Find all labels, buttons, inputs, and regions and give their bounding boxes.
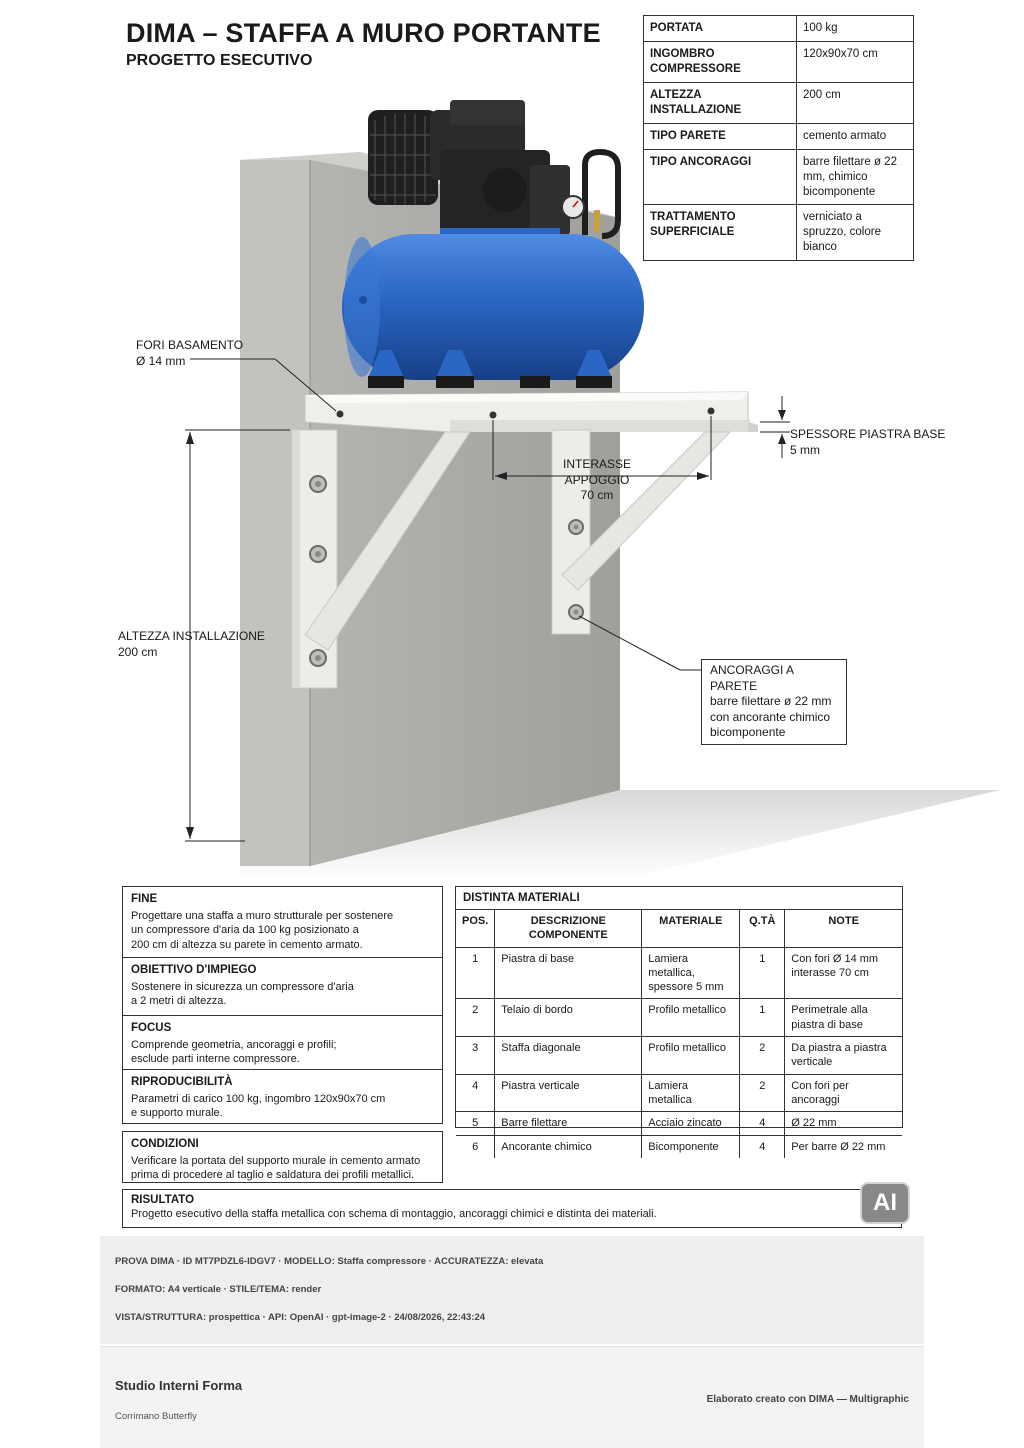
cell-pos: 4	[456, 1074, 495, 1112]
cell-qty: 2	[740, 1074, 785, 1112]
info-panel	[122, 886, 443, 1124]
cell-mat: Bicomponente	[642, 1135, 740, 1158]
installation-render	[0, 80, 1024, 890]
installation-drawing	[0, 80, 1024, 890]
cell-notes: Per barre Ø 22 mm	[785, 1135, 902, 1158]
spessore-title: SPESSORE PIASTRA BASE	[790, 427, 946, 441]
conditions-panel	[122, 1131, 443, 1183]
cell-notes: Perimetrale alla piastra di base	[785, 999, 902, 1037]
materials-title: DISTINTA MATERIALI	[456, 887, 902, 910]
document-title: DIMA – STAFFA A MURO PORTANTE	[126, 18, 601, 48]
col-notes: NOTE	[785, 910, 902, 947]
spec-label: TIPO ANCORAGGI	[644, 149, 797, 205]
col-desc: DESCRIZIONE COMPONENTE	[495, 910, 642, 947]
col-qty: Q.TÀ	[740, 910, 785, 947]
section-text: Sostenere in sicurezza un compressore d'aria a 2 metri di altezza.	[131, 980, 354, 1008]
ai-badge: AI	[862, 1184, 908, 1222]
footer-bottom	[100, 1346, 924, 1448]
cell-mat: Profilo metallico	[642, 1037, 740, 1075]
meta-line: VISTA/STRUTTURA: prospettica · API: OpenAI · gpt-image-2 · 24/08/2026, 22:43:24	[115, 1312, 486, 1323]
studio-name: Studio Interni Forma	[115, 1378, 243, 1393]
cell-desc: Ancorante chimico	[495, 1135, 642, 1158]
spessore-value: 5 mm	[790, 442, 820, 457]
cell-pos: 6	[456, 1135, 495, 1158]
cell-mat: Lamiera metallica, spessore 5 mm	[642, 947, 740, 999]
cell-desc: Telaio di bordo	[495, 999, 642, 1037]
spec-label: TRATTAMENTO SUPERFICIALE	[644, 205, 797, 261]
info-focus	[123, 1016, 442, 1070]
section-text: Progettare una staffa a muro strutturale per sostenere un compressore d'aria da 100 kg posizionato a 200 cm di altezza su parete in cemento armato.	[131, 909, 394, 951]
spec-value: 100 kg	[797, 16, 914, 42]
cell-desc: Piastra di base	[495, 947, 642, 999]
section-text: Verificare la portata del supporto murale in cemento armato prima di procedere al taglio e saldatura dei profili metallici.	[131, 1154, 421, 1182]
interasse-label	[534, 457, 660, 504]
section-title: FOCUS	[131, 1022, 172, 1034]
col-pos: POS.	[456, 910, 495, 947]
spec-label: INGOMBRO COMPRESSORE	[644, 41, 797, 82]
table-row	[456, 1037, 902, 1075]
studio-subtitle: Corrimano Butterfly	[115, 1411, 197, 1422]
spec-value: cemento armato	[797, 123, 914, 149]
fori-value: Ø 14 mm	[136, 353, 186, 368]
footer-meta	[100, 1236, 924, 1344]
section-title: OBIETTIVO D'IMPIEGO	[131, 964, 257, 976]
cell-notes: Con fori Ø 14 mm interasse 70 cm	[785, 947, 902, 999]
ancoraggi-line: bicomponente	[710, 725, 786, 740]
credit-text: Elaborato creato con DIMA — Multigraphic	[706, 1394, 909, 1405]
fori-label	[136, 338, 243, 369]
spec-label: TIPO PARETE	[644, 123, 797, 149]
cell-mat: Acciaio zincato	[642, 1112, 740, 1135]
cell-pos: 2	[456, 999, 495, 1037]
result-text: Progetto esecutivo della staffa metallica con schema di montaggio, ancoraggi chimici e distinta dei materiali.	[131, 1208, 657, 1220]
cell-qty: 1	[740, 947, 785, 999]
cell-mat: Profilo metallico	[642, 999, 740, 1037]
section-text: Parametri di carico 100 kg, ingombro 120x90x70 cm e supporto murale.	[131, 1092, 386, 1120]
spec-value: verniciato a spruzzo, colore bianco	[797, 205, 914, 261]
spec-label: PORTATA	[644, 16, 797, 42]
info-fine	[123, 887, 442, 958]
materials-panel	[455, 886, 903, 1153]
cell-mat: Lamiera metallica	[642, 1074, 740, 1112]
spec-row	[644, 41, 914, 82]
cell-desc: Staffa diagonale	[495, 1037, 642, 1075]
spec-value: 200 cm	[797, 82, 914, 123]
spec-row	[644, 16, 914, 42]
interasse-title: INTERASSE APPOGGIO	[562, 457, 631, 487]
info-obiettivo	[123, 958, 442, 1016]
cell-pos: 1	[456, 947, 495, 999]
document-subtitle: PROGETTO ESECUTIVO	[126, 52, 313, 69]
meta-line: FORMATO: A4 verticale · STILE/TEMA: render	[115, 1284, 322, 1295]
table-row	[456, 1074, 902, 1112]
section-title: RIPRODUCIBILITÀ	[131, 1076, 233, 1088]
ancoraggi-line: con ancorante chimico	[710, 709, 831, 724]
spec-value: barre filettare ø 22 mm, chimico bicomponente	[797, 149, 914, 205]
cell-qty: 4	[740, 1135, 785, 1158]
table-row	[456, 999, 902, 1037]
spec-label: ALTEZZA INSTALLAZIONE	[644, 82, 797, 123]
cell-qty: 4	[740, 1112, 785, 1135]
table-header-row	[456, 910, 902, 947]
info-riproducibilita	[123, 1070, 442, 1127]
col-mat: MATERIALE	[642, 910, 740, 947]
ancoraggi-callout	[701, 659, 847, 745]
result-panel	[122, 1189, 902, 1228]
spessore-label	[790, 427, 945, 458]
cell-pos: 5	[456, 1112, 495, 1135]
cell-desc: Piastra verticale	[495, 1074, 642, 1112]
cell-pos: 3	[456, 1037, 495, 1075]
cell-notes: Da piastra a piastra verticale	[785, 1037, 902, 1075]
ancoraggi-line: barre filettare ø 22 mm	[710, 694, 832, 709]
info-condizioni	[123, 1132, 442, 1189]
cell-qty: 2	[740, 1037, 785, 1075]
altezza-title: ALTEZZA INSTALLAZIONE	[118, 629, 265, 643]
cell-notes: Ø 22 mm	[785, 1112, 902, 1135]
cell-notes: Con fori per ancoraggi	[785, 1074, 902, 1112]
table-row	[456, 1135, 902, 1158]
altezza-value: 200 cm	[118, 644, 158, 659]
ancoraggi-title: ANCORAGGI A PARETE	[710, 663, 794, 693]
air-compressor	[342, 100, 644, 388]
altezza-label	[118, 629, 265, 660]
result-title: RISULTATO	[131, 1194, 195, 1206]
table-row	[456, 947, 902, 999]
section-title: FINE	[131, 893, 158, 905]
meta-line: PROVA DIMA · ID MT7PDZL6-IDGV7 · MODELLO: Staffa compressore · ACCURATEZZA: elevata	[115, 1256, 544, 1267]
table-row	[456, 1112, 902, 1135]
materials-table	[456, 910, 902, 1158]
fori-title: FORI BASAMENTO	[136, 338, 244, 352]
interasse-value: 70 cm	[580, 488, 614, 503]
cell-desc: Barre filettare	[495, 1112, 642, 1135]
spec-value: 120x90x70 cm	[797, 41, 914, 82]
cell-qty: 1	[740, 999, 785, 1037]
section-title: CONDIZIONI	[131, 1138, 199, 1150]
section-text: Comprende geometria, ancoraggi e profili; esclude parti interne compressore.	[131, 1038, 337, 1066]
